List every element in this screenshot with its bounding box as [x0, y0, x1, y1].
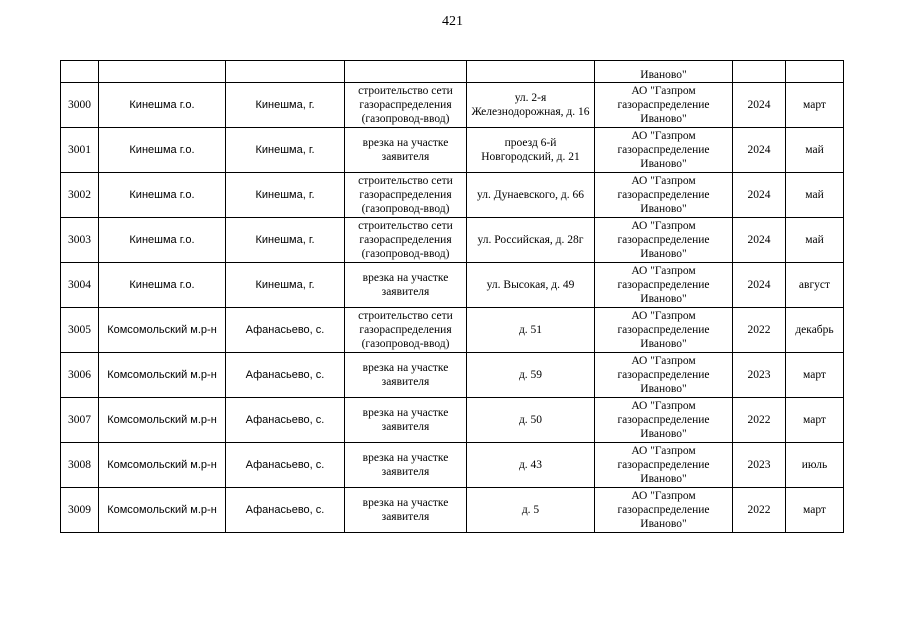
cell-work-type: врезка на участке заявителя — [345, 488, 467, 533]
cell-district: Кинешма г.о. — [99, 173, 226, 218]
cell-work-type: строительство сети газораспределения (газопровод-ввод) — [345, 308, 467, 353]
table-row — [61, 83, 844, 128]
cell-locality: Кинешма, г. — [226, 263, 345, 308]
table-row — [61, 173, 844, 218]
cell-district: Кинешма г.о. — [99, 128, 226, 173]
cell-district — [99, 61, 226, 83]
cell-num: 3001 — [61, 128, 99, 173]
cell-district: Кинешма г.о. — [99, 83, 226, 128]
cell-district: Комсомольский м.р-н — [99, 398, 226, 443]
cell-work-type — [345, 61, 467, 83]
cell-month: июль — [786, 443, 844, 488]
cell-num: 3003 — [61, 218, 99, 263]
cell-year: 2024 — [733, 218, 786, 263]
cell-year — [733, 61, 786, 83]
cell-address: д. 43 — [467, 443, 595, 488]
cell-organization: АО "Газпром газораспределение Иваново" — [595, 353, 733, 398]
table-row — [61, 353, 844, 398]
cell-address: д. 5 — [467, 488, 595, 533]
cell-locality: Афанасьево, с. — [226, 488, 345, 533]
cell-num: 3006 — [61, 353, 99, 398]
cell-num: 3002 — [61, 173, 99, 218]
table-row — [61, 218, 844, 263]
cell-district: Комсомольский м.р-н — [99, 488, 226, 533]
cell-year: 2022 — [733, 488, 786, 533]
cell-locality: Афанасьево, с. — [226, 398, 345, 443]
cell-work-type: врезка на участке заявителя — [345, 263, 467, 308]
cell-month: май — [786, 128, 844, 173]
cell-address: ул. Дунаевского, д. 66 — [467, 173, 595, 218]
cell-month: март — [786, 398, 844, 443]
cell-locality: Афанасьево, с. — [226, 443, 345, 488]
cell-district: Кинешма г.о. — [99, 263, 226, 308]
cell-organization: АО "Газпром газораспределение Иваново" — [595, 443, 733, 488]
cell-year: 2022 — [733, 308, 786, 353]
cell-address: д. 59 — [467, 353, 595, 398]
cell-num: 3000 — [61, 83, 99, 128]
cell-locality: Кинешма, г. — [226, 173, 345, 218]
cell-year: 2024 — [733, 83, 786, 128]
cell-district: Комсомольский м.р-н — [99, 353, 226, 398]
cell-month: май — [786, 218, 844, 263]
cell-year: 2023 — [733, 443, 786, 488]
cell-work-type: врезка на участке заявителя — [345, 443, 467, 488]
cell-organization: АО "Газпром газораспределение Иваново" — [595, 173, 733, 218]
cell-year: 2022 — [733, 398, 786, 443]
cell-num: 3005 — [61, 308, 99, 353]
cell-work-type: врезка на участке заявителя — [345, 353, 467, 398]
cell-num: 3004 — [61, 263, 99, 308]
cell-locality: Афанасьево, с. — [226, 308, 345, 353]
cell-organization: АО "Газпром газораспределение Иваново" — [595, 263, 733, 308]
cell-organization: АО "Газпром газораспределение Иваново" — [595, 398, 733, 443]
cell-address: ул. Высокая, д. 49 — [467, 263, 595, 308]
cell-locality — [226, 61, 345, 83]
cell-month: август — [786, 263, 844, 308]
cell-address: ул. Российская, д. 28г — [467, 218, 595, 263]
cell-locality: Кинешма, г. — [226, 128, 345, 173]
cell-district: Комсомольский м.р-н — [99, 443, 226, 488]
cell-organization: АО "Газпром газораспределение Иваново" — [595, 218, 733, 263]
cell-locality: Кинешма, г. — [226, 218, 345, 263]
works-table — [60, 60, 844, 533]
cell-address: ул. 2-я Железнодорожная, д. 16 — [467, 83, 595, 128]
cell-work-type: строительство сети газораспределения (газопровод-ввод) — [345, 218, 467, 263]
table-row — [61, 488, 844, 533]
cell-work-type: строительство сети газораспределения (газопровод-ввод) — [345, 83, 467, 128]
table-row — [61, 128, 844, 173]
table-row-continued — [61, 61, 844, 83]
cell-organization: АО "Газпром газораспределение Иваново" — [595, 488, 733, 533]
table-row — [61, 443, 844, 488]
cell-year: 2024 — [733, 173, 786, 218]
cell-address: д. 51 — [467, 308, 595, 353]
cell-num — [61, 61, 99, 83]
table-row — [61, 263, 844, 308]
cell-work-type: врезка на участке заявителя — [345, 398, 467, 443]
cell-month: март — [786, 353, 844, 398]
cell-work-type: строительство сети газораспределения (газопровод-ввод) — [345, 173, 467, 218]
cell-locality: Кинешма, г. — [226, 83, 345, 128]
cell-address: д. 50 — [467, 398, 595, 443]
cell-organization: АО "Газпром газораспределение Иваново" — [595, 308, 733, 353]
cell-organization: АО "Газпром газораспределение Иваново" — [595, 128, 733, 173]
cell-month — [786, 61, 844, 83]
page-number: 421 — [442, 14, 463, 29]
cell-organization: Иваново" — [595, 61, 733, 83]
cell-year: 2024 — [733, 263, 786, 308]
cell-month: март — [786, 488, 844, 533]
cell-work-type: врезка на участке заявителя — [345, 128, 467, 173]
cell-organization: АО "Газпром газораспределение Иваново" — [595, 83, 733, 128]
table-row — [61, 398, 844, 443]
cell-locality: Афанасьево, с. — [226, 353, 345, 398]
cell-num: 3009 — [61, 488, 99, 533]
cell-district: Кинешма г.о. — [99, 218, 226, 263]
cell-year: 2024 — [733, 128, 786, 173]
table-row — [61, 308, 844, 353]
cell-month: декабрь — [786, 308, 844, 353]
cell-num: 3007 — [61, 398, 99, 443]
cell-num: 3008 — [61, 443, 99, 488]
cell-address — [467, 61, 595, 83]
cell-year: 2023 — [733, 353, 786, 398]
cell-district: Комсомольский м.р-н — [99, 308, 226, 353]
cell-month: май — [786, 173, 844, 218]
cell-month: март — [786, 83, 844, 128]
cell-address: проезд 6-й Новгородский, д. 21 — [467, 128, 595, 173]
